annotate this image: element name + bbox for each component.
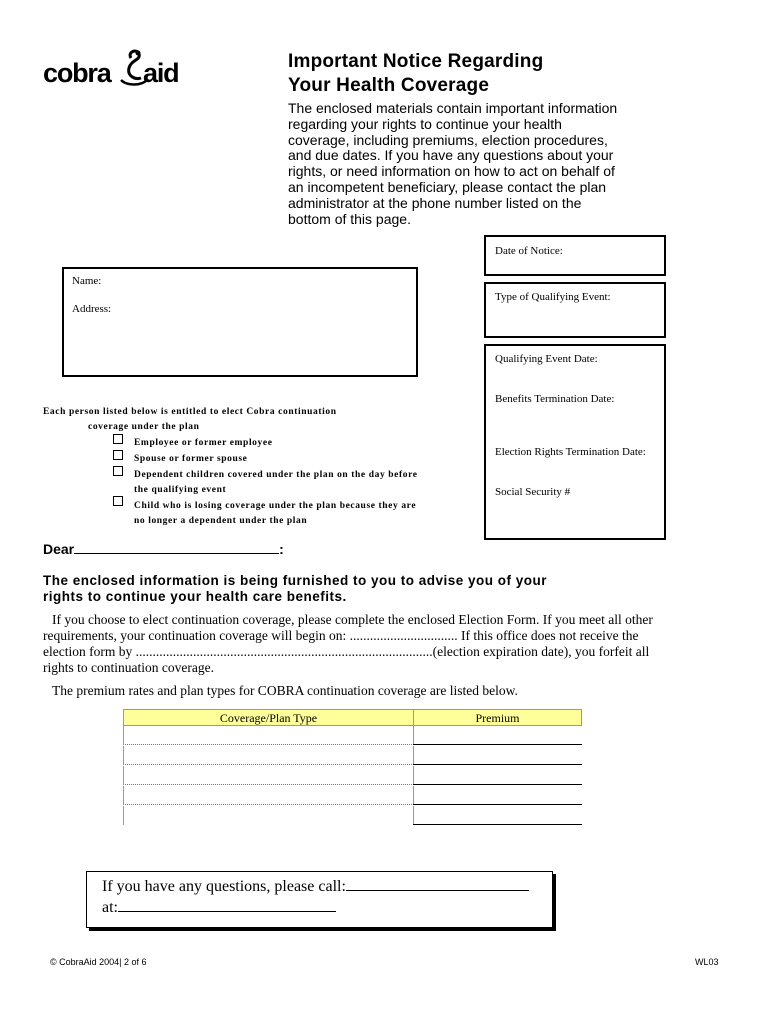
footer-form-code: WL03 [695, 957, 719, 967]
notice-heading-line-2: rights to continue your health care benefits. [43, 589, 347, 604]
plan-type-column-header: Coverage/Plan Type [123, 709, 414, 726]
title-line-1: Important Notice Regarding [288, 51, 544, 72]
qualifying-event-type-label: Type of Qualifying Event: [495, 291, 611, 303]
intro-line: coverage, including premiums, election procedures, [288, 131, 608, 148]
child-losing-coverage-option-label-2: no longer a dependent under the plan [134, 516, 308, 526]
contact-call-label: If you have any questions, please call: [102, 878, 346, 895]
premium-cell[interactable] [413, 746, 582, 765]
social-security-label: Social Security # [495, 486, 571, 498]
premium-rates-paragraph: The premium rates and plan types for COBRA continuation coverage are listed below. [52, 683, 518, 698]
contact-at-line [102, 899, 336, 917]
dependent-children-checkbox[interactable] [113, 466, 123, 476]
event-dates-field[interactable] [484, 344, 666, 540]
intro-paragraph [288, 101, 648, 227]
salutation [43, 541, 284, 557]
plan-type-cell[interactable] [123, 766, 414, 785]
salutation-colon: : [279, 541, 284, 557]
contact-at-label: at: [102, 899, 118, 916]
eligibility-intro-line-2: coverage under the plan [88, 422, 200, 432]
child-losing-coverage-option-label: Child who is losing coverage under the plan because they are [134, 501, 417, 511]
child-losing-coverage-checkbox[interactable] [113, 496, 123, 506]
intro-line: administrator at the phone number listed on the [288, 194, 582, 211]
dependent-children-option-label-2: the qualifying event [134, 485, 227, 495]
qualifying-event-date-label: Qualifying Event Date: [495, 353, 598, 365]
table-row [123, 746, 582, 765]
table-row [123, 786, 582, 805]
salutation-label: Dear [43, 541, 75, 557]
contact-call-line [102, 878, 529, 896]
spouse-option-label: Spouse or former spouse [134, 454, 248, 464]
spouse-checkbox[interactable] [113, 450, 123, 460]
eligibility-intro-line-1: Each person listed below is entitled to elect Cobra continuation [43, 407, 337, 417]
plan-type-cell[interactable] [123, 746, 414, 765]
intro-line: The enclosed materials contain important information [288, 100, 618, 116]
contact-box [86, 871, 553, 928]
contact-location-blank[interactable] [118, 899, 336, 912]
table-row [123, 726, 582, 745]
election-paragraph [43, 612, 683, 676]
date-of-notice-field[interactable] [484, 235, 666, 276]
employee-checkbox[interactable] [113, 434, 123, 444]
premium-cell[interactable] [413, 726, 582, 745]
election-paragraph-line: rights to continuation coverage. [43, 660, 214, 675]
plan-type-cell[interactable] [123, 786, 414, 805]
employee-option-label: Employee or former employee [134, 438, 273, 448]
election-paragraph-line: requirements, your continuation coverage will begin on: ................................ If this office does not receive the [43, 628, 639, 643]
cobraaid-logo-image [43, 46, 193, 90]
phone-number-blank[interactable] [346, 878, 529, 891]
address-label: Address: [72, 303, 112, 315]
table-row [123, 766, 582, 785]
date-of-notice-label: Date of Notice: [495, 245, 563, 257]
cobraaid-logo [43, 46, 193, 90]
dependent-children-option-label: Dependent children covered under the plan on the day before [134, 470, 418, 480]
notice-heading [43, 573, 603, 605]
title-line-2: Your Health Coverage [288, 75, 490, 96]
election-paragraph-line: election form by ........................................................................................(election expiration date), you forfeit all [43, 644, 650, 659]
svg-text:cobra: cobra [43, 58, 111, 88]
name-label: Name: [72, 275, 102, 287]
intro-line: bottom of this page. [288, 210, 411, 227]
premium-cell[interactable] [413, 806, 582, 825]
footer-copyright: © CobraAid 2004| 2 of 6 [50, 957, 147, 967]
qualifying-event-type-field[interactable] [484, 282, 666, 338]
election-paragraph-line: If you choose to elect continuation coverage, please complete the enclosed Election Form. If you meet all other [52, 612, 653, 627]
intro-line: an incompetent beneficiary, please contact the plan [288, 178, 607, 195]
premium-cell[interactable] [413, 786, 582, 805]
notice-heading-line-1: The enclosed information is being furnished to you to advise you of your [43, 573, 548, 588]
premium-column-header: Premium [413, 709, 582, 726]
table-row [123, 806, 582, 825]
svg-text:aid: aid [143, 58, 179, 88]
intro-line: rights, or need information on how to act on behalf of [288, 163, 615, 180]
plan-type-cell[interactable] [123, 806, 414, 825]
election-rights-termination-label: Election Rights Termination Date: [495, 446, 646, 458]
recipient-address-field[interactable] [62, 267, 418, 377]
recipient-name-blank[interactable] [74, 541, 279, 554]
page-title [288, 50, 728, 98]
intro-line: and due dates. If you have any questions about your [288, 147, 614, 164]
intro-line: regarding your rights to continue your health [288, 115, 562, 132]
plan-type-cell[interactable] [123, 726, 414, 745]
premium-cell[interactable] [413, 766, 582, 785]
benefits-termination-date-label: Benefits Termination Date: [495, 393, 615, 405]
